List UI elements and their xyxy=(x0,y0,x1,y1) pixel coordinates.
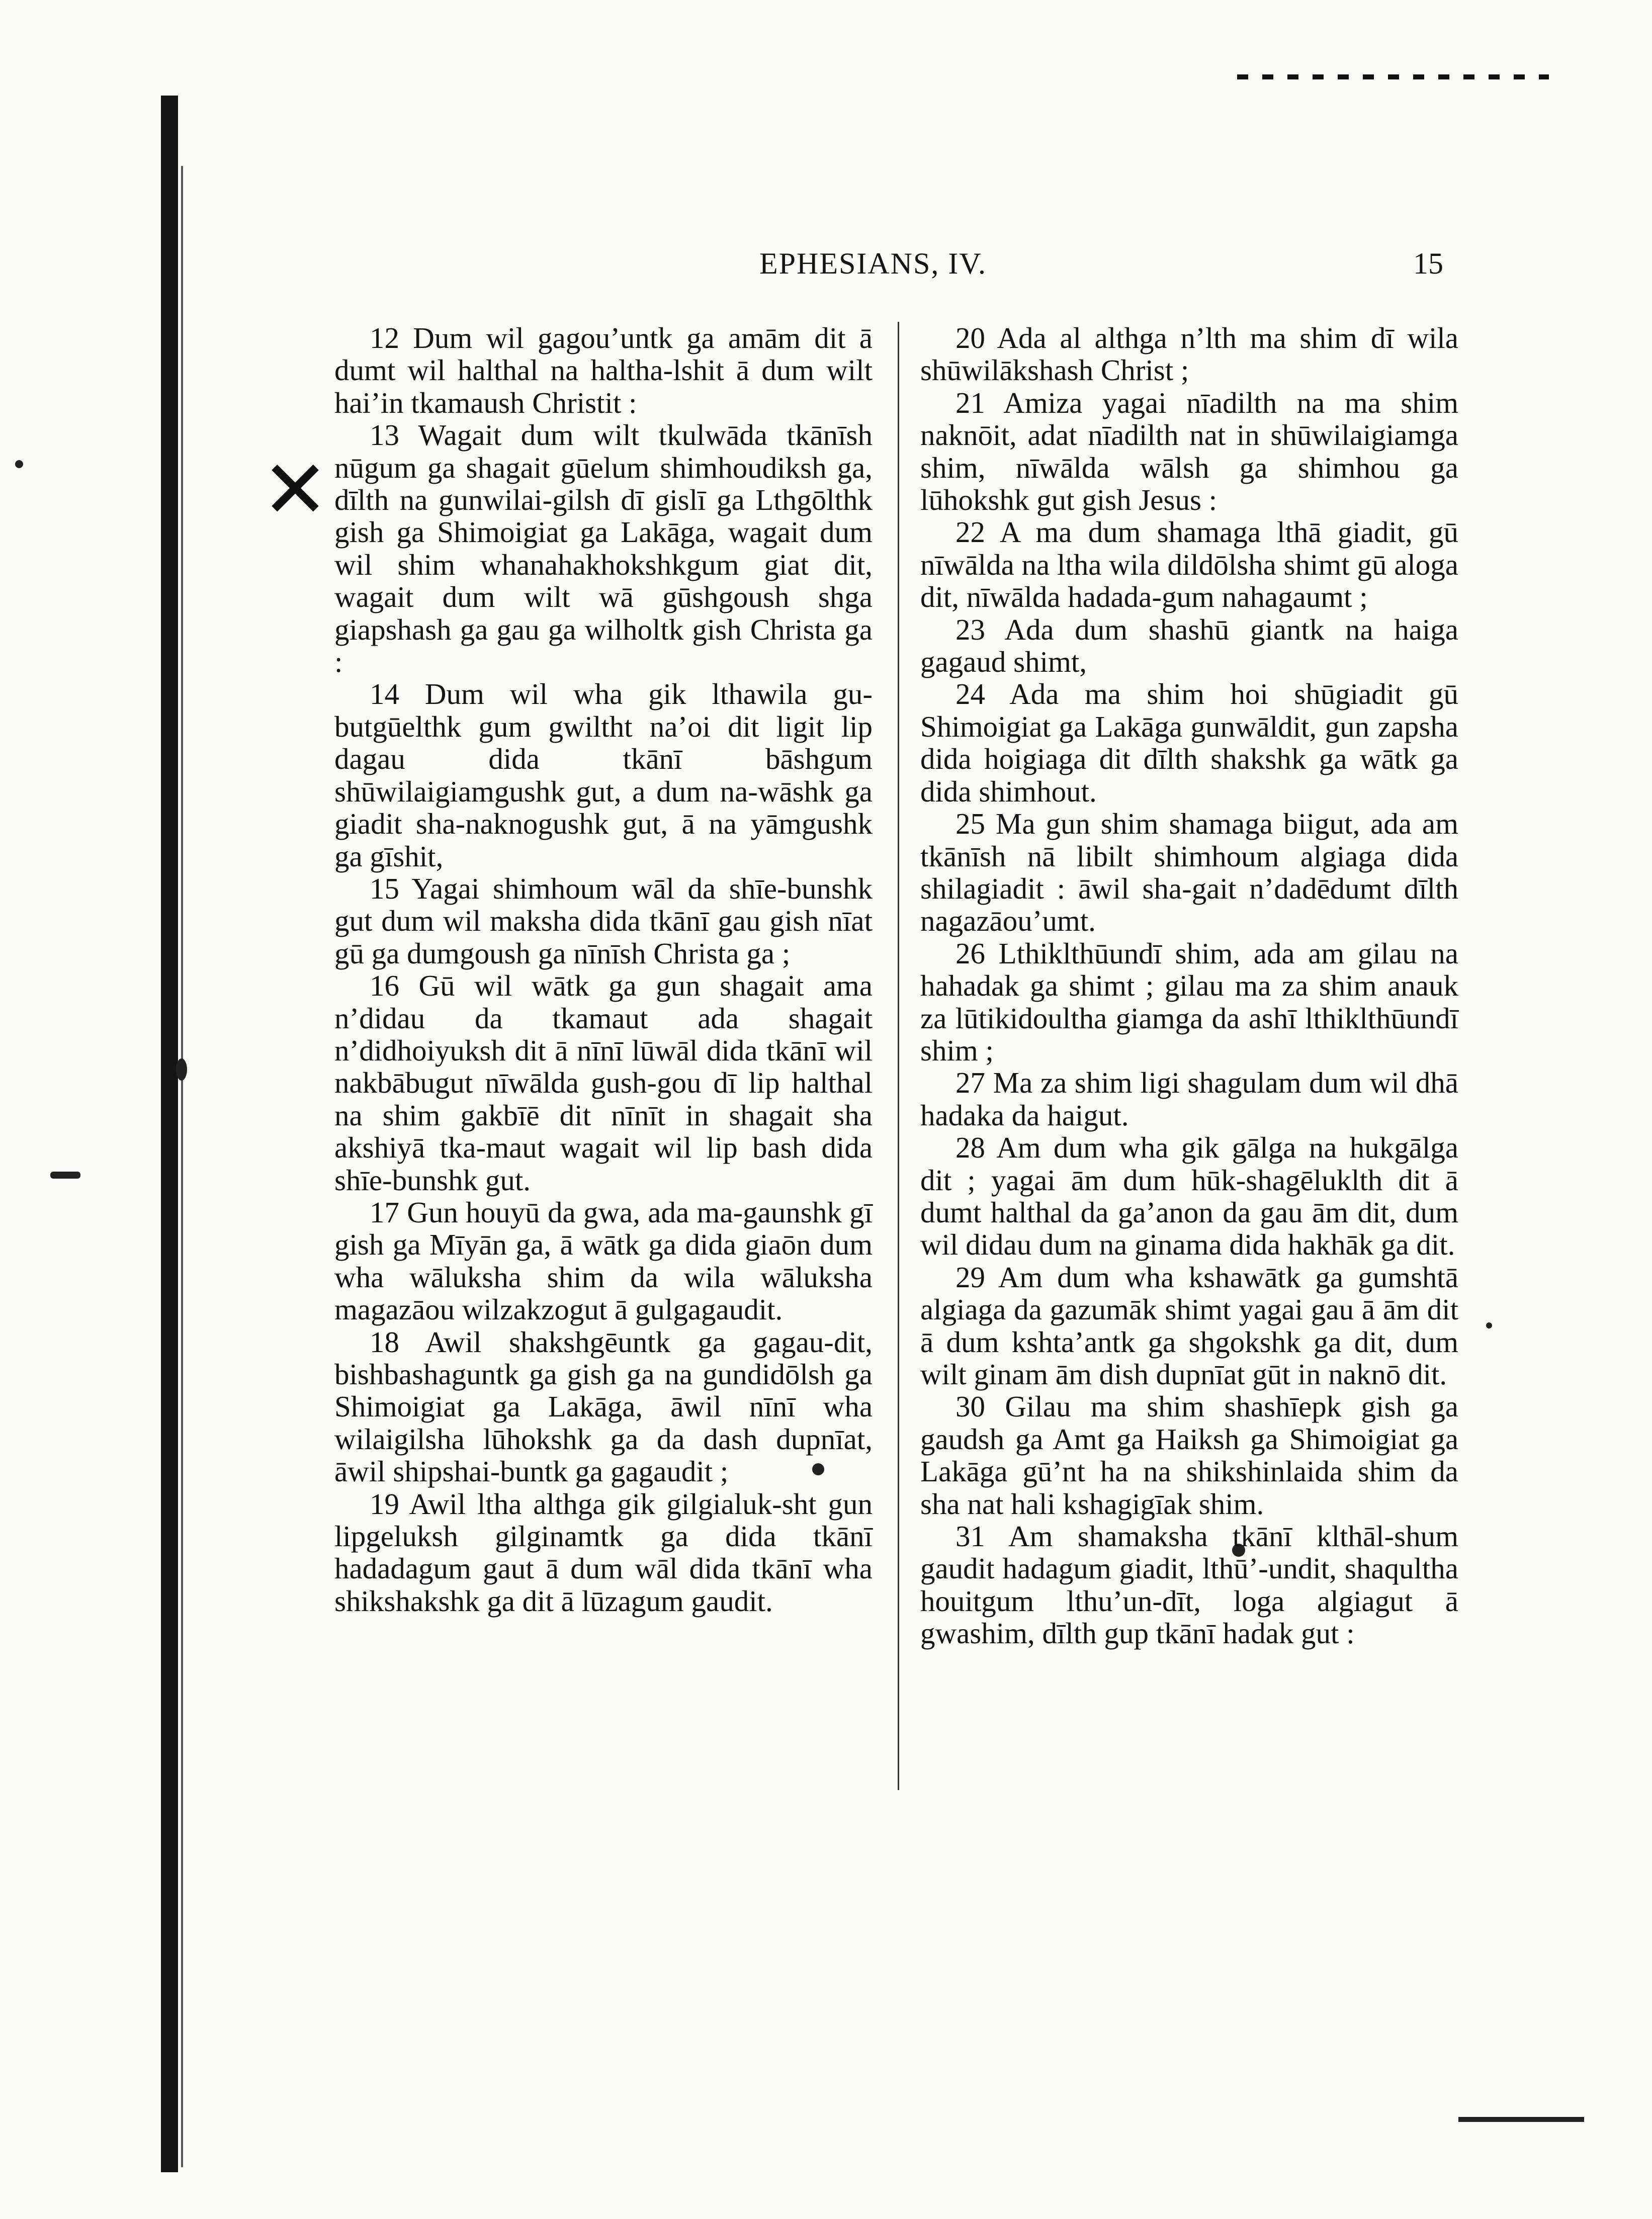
verse-14: 14 Dum wil wha gik lthawila gu-butgūelthk gum gwiltht na’oi dit ligit lip dagau dida tkānī bāshgum shūwilaigiamgushk gut, a dum na-wāshk ga giadit sha-naknogushk gut, ā na yāmgushk ga gīshit, xyxy=(334,677,873,873)
verse-13: 13 Wagait dum wilt tkulwāda tkānīsh nūgum ga shagait gūelum shimhoudiksh ga, dīlth na gunwilai-gilsh dī gislī ga Lthgōlthk gish ga Shimoigiat ga Lakāga, wagait dum wil shim whanahakhokshkgum giat dit, wagait dum wilt wā gūshgoush shga giapshash ga gau ga wilholtk gish Christa ga : xyxy=(334,418,873,679)
verse-20: 20 Ada al althga n’lth ma shim dī wila shūwilākshash Christ ; xyxy=(920,321,1458,387)
verse-31: 31 Am shamaksha tkānī klthāl-shum gaudit hadagum giadit, lthū’-undit, shaqultha houitgum lthu’un-dīt, loga algiagut ā gwashim, dīlth gup tkānī hadak gut : xyxy=(920,1520,1458,1650)
verse-16: 16 Gū wil wātk ga gun shagait ama n’didau da tkamaut ada shagait n’didhoiyuksh dit ā nīnī lūwāl dida tkānī wil nakbābugut nīwālda gush-gou dī lip halthal na shim gakbīē dit nīnīt in shagait sha akshiyā tka-maut wagait wil lip bash dida shīe-bunshk gut. xyxy=(334,969,873,1197)
right-column xyxy=(920,322,1458,1650)
left-column xyxy=(334,322,873,1617)
verse-29: 29 Am dum wha kshawātk ga gumshtā algiaga da gazumāk shimt yagai gau ā ām dit ā dum kshta’antk ga shgokshk ga dit, dum wilt ginam ām dish dupnīat gūt in naknō dit. xyxy=(920,1260,1458,1391)
bottom-edge-mark xyxy=(1458,2117,1584,2122)
top-edge-marks xyxy=(1237,74,1549,79)
handwritten-scribble xyxy=(50,1172,80,1179)
page-number: 15 xyxy=(1413,247,1443,280)
verse-15: 15 Yagai shimhoum wāl da shīe-bunshk gut dum wil maksha dida tkānī gau gish nīat gū ga dumgoush ga nīnīsh Christa ga ; xyxy=(334,871,873,970)
verse-22: 22 A ma dum shamaga lthā giadit, gū nīwālda na ltha wila dildōlsha shimt gū aloga dit, nīwālda hadada-gum nahagaumt ; xyxy=(920,515,1458,614)
verse-25: 25 Ma gun shim shamaga biigut, ada am tkānīsh nā libilt shimhoum algiaga dida shilagiadit : āwil sha-gait n’dadēdumt dīlth nagazāou’umt. xyxy=(920,807,1458,938)
verse-30: 30 Gilau ma shim shashīepk gish ga gaudsh ga Amt ga Haiksh ga Shimoigiat ga Lakāga gū’nt ha na shikshinlaida shim da sha nat hali kshagigīak shim. xyxy=(920,1390,1458,1521)
verse-26: 26 Lthiklthūundī shim, ada am gilau na hahadak ga shimt ; gilau ma za shim anauk za lūtikidoultha giamga da ashī lthiklthūundī shim ; xyxy=(920,936,1458,1067)
verse-21: 21 Amiza yagai nīadilth na ma shim naknōit, adat nīadilth nat in shūwilaigiamga shim, nīwālda wālsh ga shimhou ga lūhokshk gut gish Jesus : xyxy=(920,386,1458,517)
verse-27: 27 Ma za shim ligi shagulam dum wil dhā hadaka da haigut. xyxy=(920,1066,1458,1132)
running-head: EPHESIANS, IV. xyxy=(759,247,987,280)
page-binding-shadow xyxy=(181,166,183,2167)
handwritten-x-mark: ✕ xyxy=(262,446,329,535)
speck xyxy=(1486,1322,1492,1328)
verse-18: 18 Awil shakshgēuntk ga gagau-dit, bishbashaguntk ga gish ga na gundidōlsh ga Shimoigiat ga Lakāga, āwil nīnī wha wilaigilsha lūhokshk ga da dash dupnīat, āwil shipshai-buntk ga gagaudit ; xyxy=(334,1325,873,1488)
verse-19: 19 Awil ltha althga gik gilgialuk-sht gun lipgeluksh gilginamtk ga dida tkānī hadadagum gaut ā dum wāl dida tkānī wha shikshakshk ga dit ā lūzagum gaudit. xyxy=(334,1487,873,1618)
speck xyxy=(15,460,23,468)
column-rule xyxy=(898,322,899,1790)
verse-17: 17 Gun houyū da gwa, ada ma-gaunshk gī gish ga Mīyān ga, ā wātk ga dida giaōn dum wha wāluksha shim da wila wāluksha magazāou wilzakzogut ā gulgagaudit. xyxy=(334,1195,873,1326)
verse-23: 23 Ada dum shashū giantk na haiga gagaud shimt, xyxy=(920,612,1458,679)
page-binding-edge xyxy=(161,96,178,2172)
ink-blot xyxy=(176,1058,187,1081)
verse-12: 12 Dum wil gagou’untk ga amām dit ā dumt wil halthal na haltha-lshit ā dum wilt hai’in tkamaush Christit : xyxy=(334,321,873,419)
verse-24: 24 Ada ma shim hoi shūgiadit gū Shimoigiat ga Lakāga gunwāldit, gun zapsha dida hoigiaga dit dīlth shakshk ga wātk ga dida shimhout. xyxy=(920,677,1458,808)
verse-28: 28 Am dum wha gik gālga na hukgālga dit ; yagai ām dum hūk-shagēluklth dit ā dumt halthal da ga’anon da gau ām dit, dum wil didau dum na ginama dida hakhāk ga dit. xyxy=(920,1131,1458,1262)
